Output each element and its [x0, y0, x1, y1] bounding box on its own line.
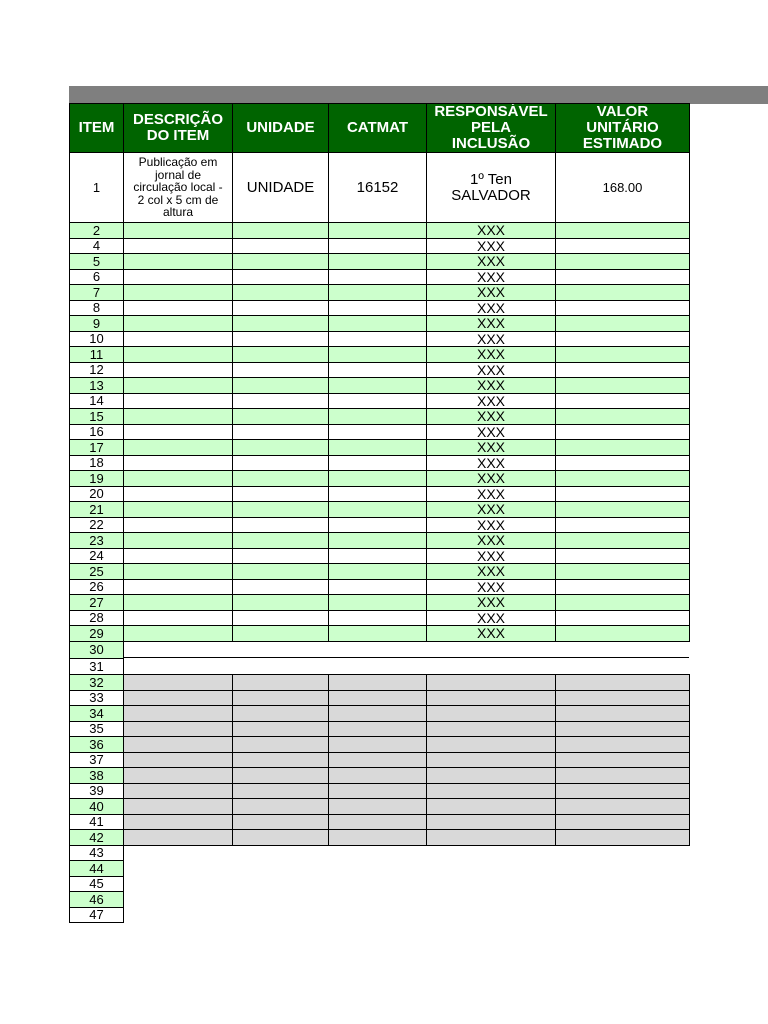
- row-14-catmat[interactable]: [328, 393, 427, 409]
- row-12-descricao[interactable]: [123, 362, 233, 378]
- row-34-unidade[interactable]: [232, 705, 329, 722]
- row-10-catmat[interactable]: [328, 331, 427, 347]
- row-20-unidade[interactable]: [232, 486, 329, 502]
- row-16-valor[interactable]: [555, 424, 690, 440]
- row-40-catmat[interactable]: [328, 798, 427, 815]
- row-8-catmat[interactable]: [328, 300, 427, 316]
- row-41-catmat[interactable]: [328, 814, 427, 830]
- row-16-descricao[interactable]: [123, 424, 233, 440]
- row-1-item[interactable]: 1: [69, 152, 124, 223]
- row-37-catmat[interactable]: [328, 752, 427, 768]
- row-24-catmat[interactable]: [328, 548, 427, 564]
- row-20-descricao[interactable]: [123, 486, 233, 502]
- row-13-unidade[interactable]: [232, 377, 329, 394]
- row-32-catmat[interactable]: [328, 674, 427, 691]
- row-40-item[interactable]: 40: [69, 798, 124, 815]
- row-29-descricao[interactable]: [123, 625, 233, 642]
- row-35-catmat[interactable]: [328, 721, 427, 737]
- row-5-item[interactable]: 5: [69, 253, 124, 270]
- row-41-descricao[interactable]: [123, 814, 233, 830]
- row-5-valor[interactable]: [555, 253, 690, 270]
- row-17-unidade[interactable]: [232, 439, 329, 456]
- row-38-responsavel[interactable]: [426, 767, 556, 784]
- row-15-responsavel[interactable]: XXX: [426, 408, 556, 425]
- row-14-descricao[interactable]: [123, 393, 233, 409]
- row-40-descricao[interactable]: [123, 798, 233, 815]
- row-2-valor[interactable]: [555, 222, 690, 239]
- row-38-unidade[interactable]: [232, 767, 329, 784]
- row-40-unidade[interactable]: [232, 798, 329, 815]
- row-21-catmat[interactable]: [328, 501, 427, 518]
- row-11-catmat[interactable]: [328, 346, 427, 363]
- row-36-descricao[interactable]: [123, 736, 233, 753]
- row-26-valor[interactable]: [555, 579, 690, 595]
- row-12-catmat[interactable]: [328, 362, 427, 378]
- row-5-catmat[interactable]: [328, 253, 427, 270]
- row-13-descricao[interactable]: [123, 377, 233, 394]
- row-12-responsavel[interactable]: XXX: [426, 362, 556, 378]
- row-21-responsavel[interactable]: XXX: [426, 501, 556, 518]
- row-18-valor[interactable]: [555, 455, 690, 471]
- row-28-responsavel[interactable]: XXX: [426, 610, 556, 626]
- row-9-responsavel[interactable]: XXX: [426, 315, 556, 332]
- top-gray-bar: [69, 86, 768, 104]
- row-35-unidade[interactable]: [232, 721, 329, 737]
- row-13-item[interactable]: 13: [69, 377, 124, 394]
- row-34-valor[interactable]: [555, 705, 690, 722]
- row-22-descricao[interactable]: [123, 517, 233, 533]
- row-22-catmat[interactable]: [328, 517, 427, 533]
- row-13-responsavel[interactable]: XXX: [426, 377, 556, 394]
- row-2-catmat[interactable]: [328, 222, 427, 239]
- row-23-responsavel[interactable]: XXX: [426, 532, 556, 549]
- row-42-unidade[interactable]: [232, 829, 329, 846]
- row-2-item[interactable]: 2: [69, 222, 124, 239]
- row-8-unidade[interactable]: [232, 300, 329, 316]
- row-5-unidade[interactable]: [232, 253, 329, 270]
- row-24-item[interactable]: 24: [69, 548, 124, 564]
- header-responsavel[interactable]: RESPONSÁVEL PELA INCLUSÃO: [426, 103, 556, 153]
- header-catmat[interactable]: CATMAT: [328, 103, 427, 153]
- row-6-unidade[interactable]: [232, 269, 329, 285]
- row-36-catmat[interactable]: [328, 736, 427, 753]
- row-8-valor[interactable]: [555, 300, 690, 316]
- row-38-catmat[interactable]: [328, 767, 427, 784]
- row-10-unidade[interactable]: [232, 331, 329, 347]
- row-10-valor[interactable]: [555, 331, 690, 347]
- row-33-descricao[interactable]: [123, 690, 233, 706]
- row-25-unidade[interactable]: [232, 563, 329, 580]
- row-17-valor[interactable]: [555, 439, 690, 456]
- row-4-responsavel[interactable]: XXX: [426, 238, 556, 254]
- header-unidade[interactable]: UNIDADE: [232, 103, 329, 153]
- row-18-descricao[interactable]: [123, 455, 233, 471]
- row-25-item[interactable]: 25: [69, 563, 124, 580]
- row-26-descricao[interactable]: [123, 579, 233, 595]
- row-40-valor[interactable]: [555, 798, 690, 815]
- row-32-unidade[interactable]: [232, 674, 329, 691]
- row-34-responsavel[interactable]: [426, 705, 556, 722]
- row-39-descricao[interactable]: [123, 783, 233, 799]
- row-18-item[interactable]: 18: [69, 455, 124, 471]
- row-33-unidade[interactable]: [232, 690, 329, 706]
- row-29-responsavel[interactable]: XXX: [426, 625, 556, 642]
- row-23-catmat[interactable]: [328, 532, 427, 549]
- row-37-valor[interactable]: [555, 752, 690, 768]
- row-6-responsavel[interactable]: XXX: [426, 269, 556, 285]
- row-12-item[interactable]: 12: [69, 362, 124, 378]
- row-16-catmat[interactable]: [328, 424, 427, 440]
- row-24-descricao[interactable]: [123, 548, 233, 564]
- row-17-responsavel[interactable]: XXX: [426, 439, 556, 456]
- row-33-catmat[interactable]: [328, 690, 427, 706]
- row-4-catmat[interactable]: [328, 238, 427, 254]
- row-15-catmat[interactable]: [328, 408, 427, 425]
- row-16-responsavel[interactable]: XXX: [426, 424, 556, 440]
- row-44-item[interactable]: 44: [69, 860, 124, 877]
- row-6-descricao[interactable]: [123, 269, 233, 285]
- row-9-unidade[interactable]: [232, 315, 329, 332]
- row-27-item[interactable]: 27: [69, 594, 124, 611]
- row-19-descricao[interactable]: [123, 470, 233, 487]
- row-25-descricao[interactable]: [123, 563, 233, 580]
- row-36-item[interactable]: 36: [69, 736, 124, 753]
- row-15-item[interactable]: 15: [69, 408, 124, 425]
- row-39-catmat[interactable]: [328, 783, 427, 799]
- row-10-responsavel[interactable]: XXX: [426, 331, 556, 347]
- row-36-unidade[interactable]: [232, 736, 329, 753]
- row-14-responsavel[interactable]: XXX: [426, 393, 556, 409]
- row-1-catmat[interactable]: 16152: [328, 152, 427, 223]
- row-8-item[interactable]: 8: [69, 300, 124, 316]
- row-2-descricao[interactable]: [123, 222, 233, 239]
- header-descricao[interactable]: DESCRIÇÃO DO ITEM: [123, 103, 233, 153]
- row-17-catmat[interactable]: [328, 439, 427, 456]
- row-6-catmat[interactable]: [328, 269, 427, 285]
- row-7-unidade[interactable]: [232, 284, 329, 301]
- row-7-valor[interactable]: [555, 284, 690, 301]
- row-45-item[interactable]: 45: [69, 876, 124, 892]
- row-19-valor[interactable]: [555, 470, 690, 487]
- row-30-item[interactable]: 30: [69, 641, 124, 659]
- row-15-unidade[interactable]: [232, 408, 329, 425]
- row-11-responsavel[interactable]: XXX: [426, 346, 556, 363]
- row-33-responsavel[interactable]: [426, 690, 556, 706]
- row-8-descricao[interactable]: [123, 300, 233, 316]
- row-17-descricao[interactable]: [123, 439, 233, 456]
- row-43-item[interactable]: 43: [69, 845, 124, 861]
- row-6-valor[interactable]: [555, 269, 690, 285]
- row-36-valor[interactable]: [555, 736, 690, 753]
- row-27-valor[interactable]: [555, 594, 690, 611]
- row-6-item[interactable]: 6: [69, 269, 124, 285]
- row-7-descricao[interactable]: [123, 284, 233, 301]
- row-14-unidade[interactable]: [232, 393, 329, 409]
- row-26-responsavel[interactable]: XXX: [426, 579, 556, 595]
- row-4-descricao[interactable]: [123, 238, 233, 254]
- row-42-responsavel[interactable]: [426, 829, 556, 846]
- row-20-responsavel[interactable]: XXX: [426, 486, 556, 502]
- row-22-responsavel[interactable]: XXX: [426, 517, 556, 533]
- separator-line: [123, 657, 689, 658]
- row-41-valor[interactable]: [555, 814, 690, 830]
- row-7-catmat[interactable]: [328, 284, 427, 301]
- row-29-catmat[interactable]: [328, 625, 427, 642]
- row-36-responsavel[interactable]: [426, 736, 556, 753]
- row-17-item[interactable]: 17: [69, 439, 124, 456]
- row-1-descricao[interactable]: Publicação em jornal de circulação local - 2 col x 5 cm de altura: [123, 152, 233, 223]
- row-20-valor[interactable]: [555, 486, 690, 502]
- header-valor[interactable]: VALOR UNITÁRIO ESTIMADO: [555, 103, 690, 153]
- row-13-catmat[interactable]: [328, 377, 427, 394]
- row-32-descricao[interactable]: [123, 674, 233, 691]
- row-19-catmat[interactable]: [328, 470, 427, 487]
- row-7-responsavel[interactable]: XXX: [426, 284, 556, 301]
- row-21-item[interactable]: 21: [69, 501, 124, 518]
- row-5-responsavel[interactable]: XXX: [426, 253, 556, 270]
- row-1-valor[interactable]: 168.00: [555, 152, 690, 223]
- row-18-responsavel[interactable]: XXX: [426, 455, 556, 471]
- row-1-responsavel[interactable]: 1º Ten SALVADOR: [426, 152, 556, 223]
- row-32-responsavel[interactable]: [426, 674, 556, 691]
- row-41-unidade[interactable]: [232, 814, 329, 830]
- row-2-responsavel[interactable]: XXX: [426, 222, 556, 239]
- row-18-catmat[interactable]: [328, 455, 427, 471]
- row-19-responsavel[interactable]: XXX: [426, 470, 556, 487]
- row-28-catmat[interactable]: [328, 610, 427, 626]
- row-7-item[interactable]: 7: [69, 284, 124, 301]
- row-14-valor[interactable]: [555, 393, 690, 409]
- row-26-catmat[interactable]: [328, 579, 427, 595]
- row-5-descricao[interactable]: [123, 253, 233, 270]
- row-24-unidade[interactable]: [232, 548, 329, 564]
- row-28-valor[interactable]: [555, 610, 690, 626]
- row-22-valor[interactable]: [555, 517, 690, 533]
- row-25-responsavel[interactable]: XXX: [426, 563, 556, 580]
- row-10-descricao[interactable]: [123, 331, 233, 347]
- row-27-catmat[interactable]: [328, 594, 427, 611]
- row-21-unidade[interactable]: [232, 501, 329, 518]
- row-28-unidade[interactable]: [232, 610, 329, 626]
- header-item[interactable]: ITEM: [69, 103, 124, 153]
- row-11-descricao[interactable]: [123, 346, 233, 363]
- row-35-valor[interactable]: [555, 721, 690, 737]
- row-42-item[interactable]: 42: [69, 829, 124, 846]
- row-9-catmat[interactable]: [328, 315, 427, 332]
- row-20-item[interactable]: 20: [69, 486, 124, 502]
- row-16-item[interactable]: 16: [69, 424, 124, 440]
- row-11-unidade[interactable]: [232, 346, 329, 363]
- row-9-valor[interactable]: [555, 315, 690, 332]
- row-35-item[interactable]: 35: [69, 721, 124, 737]
- row-26-unidade[interactable]: [232, 579, 329, 595]
- row-42-valor[interactable]: [555, 829, 690, 846]
- row-9-descricao[interactable]: [123, 315, 233, 332]
- row-23-item[interactable]: 23: [69, 532, 124, 549]
- row-19-unidade[interactable]: [232, 470, 329, 487]
- row-39-unidade[interactable]: [232, 783, 329, 799]
- row-28-item[interactable]: 28: [69, 610, 124, 626]
- row-24-responsavel[interactable]: XXX: [426, 548, 556, 564]
- row-32-valor[interactable]: [555, 674, 690, 691]
- row-15-valor[interactable]: [555, 408, 690, 425]
- row-4-valor[interactable]: [555, 238, 690, 254]
- row-2-unidade[interactable]: [232, 222, 329, 239]
- row-41-item[interactable]: 41: [69, 814, 124, 830]
- row-27-unidade[interactable]: [232, 594, 329, 611]
- row-33-item[interactable]: 33: [69, 690, 124, 706]
- row-41-responsavel[interactable]: [426, 814, 556, 830]
- row-28-descricao[interactable]: [123, 610, 233, 626]
- row-34-catmat[interactable]: [328, 705, 427, 722]
- row-23-valor[interactable]: [555, 532, 690, 549]
- row-25-valor[interactable]: [555, 563, 690, 580]
- row-21-descricao[interactable]: [123, 501, 233, 518]
- row-20-catmat[interactable]: [328, 486, 427, 502]
- row-37-unidade[interactable]: [232, 752, 329, 768]
- row-39-valor[interactable]: [555, 783, 690, 799]
- row-23-descricao[interactable]: [123, 532, 233, 549]
- row-39-item[interactable]: 39: [69, 783, 124, 799]
- row-4-unidade[interactable]: [232, 238, 329, 254]
- row-22-item[interactable]: 22: [69, 517, 124, 533]
- row-18-unidade[interactable]: [232, 455, 329, 471]
- row-29-valor[interactable]: [555, 625, 690, 642]
- row-25-catmat[interactable]: [328, 563, 427, 580]
- row-8-responsavel[interactable]: XXX: [426, 300, 556, 316]
- row-31-item[interactable]: 31: [69, 658, 124, 676]
- row-1-unidade[interactable]: UNIDADE: [232, 152, 329, 223]
- row-27-descricao[interactable]: [123, 594, 233, 611]
- row-40-responsavel[interactable]: [426, 798, 556, 815]
- row-12-valor[interactable]: [555, 362, 690, 378]
- row-11-item[interactable]: 11: [69, 346, 124, 363]
- row-34-descricao[interactable]: [123, 705, 233, 722]
- row-37-responsavel[interactable]: [426, 752, 556, 768]
- row-9-item[interactable]: 9: [69, 315, 124, 332]
- row-23-unidade[interactable]: [232, 532, 329, 549]
- row-22-unidade[interactable]: [232, 517, 329, 533]
- row-4-item[interactable]: 4: [69, 238, 124, 254]
- row-11-valor[interactable]: [555, 346, 690, 363]
- row-35-responsavel[interactable]: [426, 721, 556, 737]
- row-38-valor[interactable]: [555, 767, 690, 784]
- row-27-responsavel[interactable]: XXX: [426, 594, 556, 611]
- row-39-responsavel[interactable]: [426, 783, 556, 799]
- row-46-item[interactable]: 46: [69, 891, 124, 908]
- row-32-item[interactable]: 32: [69, 674, 124, 691]
- row-19-item[interactable]: 19: [69, 470, 124, 487]
- row-16-unidade[interactable]: [232, 424, 329, 440]
- row-37-item[interactable]: 37: [69, 752, 124, 768]
- row-13-valor[interactable]: [555, 377, 690, 394]
- row-14-item[interactable]: 14: [69, 393, 124, 409]
- row-42-descricao[interactable]: [123, 829, 233, 846]
- row-35-descricao[interactable]: [123, 721, 233, 737]
- row-33-valor[interactable]: [555, 690, 690, 706]
- row-29-item[interactable]: 29: [69, 625, 124, 642]
- row-10-item[interactable]: 10: [69, 331, 124, 347]
- row-15-descricao[interactable]: [123, 408, 233, 425]
- row-37-descricao[interactable]: [123, 752, 233, 768]
- row-47-item[interactable]: 47: [69, 907, 124, 923]
- row-38-item[interactable]: 38: [69, 767, 124, 784]
- row-34-item[interactable]: 34: [69, 705, 124, 722]
- row-12-unidade[interactable]: [232, 362, 329, 378]
- row-26-item[interactable]: 26: [69, 579, 124, 595]
- row-38-descricao[interactable]: [123, 767, 233, 784]
- row-29-unidade[interactable]: [232, 625, 329, 642]
- row-42-catmat[interactable]: [328, 829, 427, 846]
- row-21-valor[interactable]: [555, 501, 690, 518]
- row-24-valor[interactable]: [555, 548, 690, 564]
